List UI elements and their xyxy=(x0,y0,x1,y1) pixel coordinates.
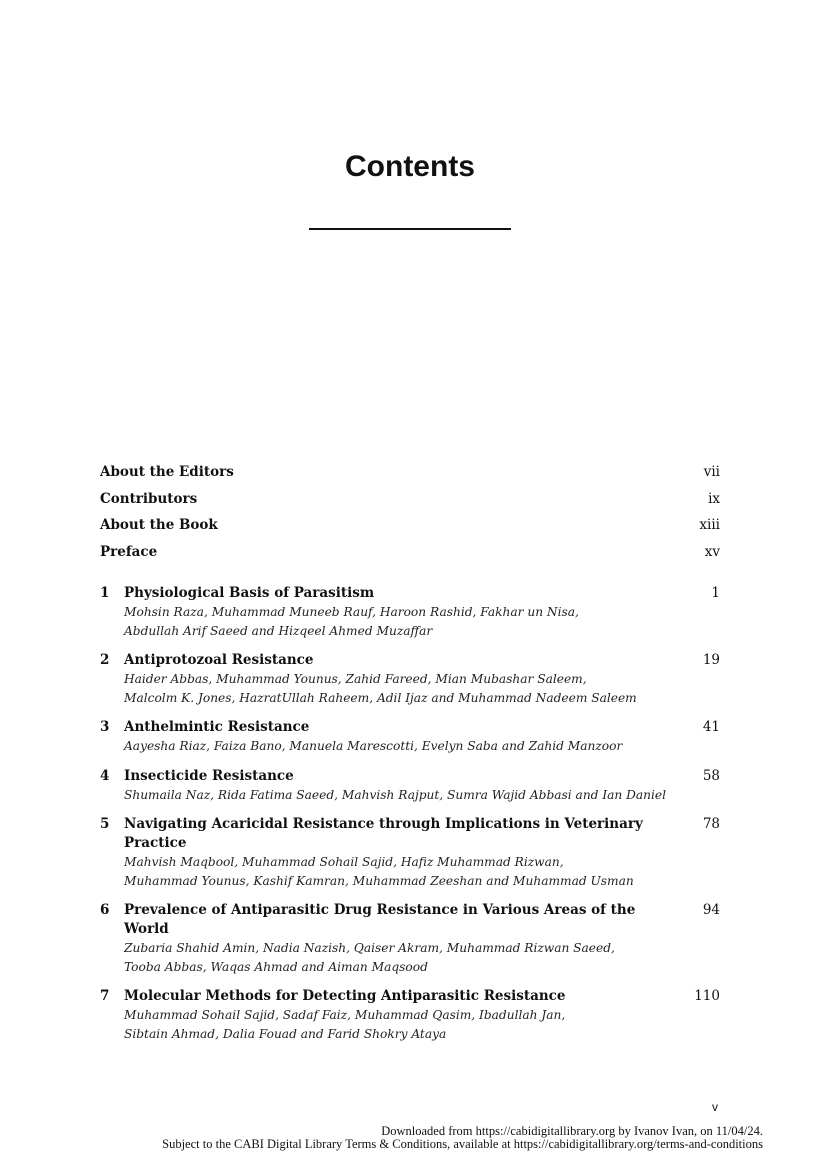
download-notice-line: Downloaded from https://cabidigitallibrary.org by Ivanov Ivan, on 11/04/24. xyxy=(381,1124,763,1138)
chapter-authors xyxy=(100,939,720,976)
chapter-entry[interactable] xyxy=(100,584,720,640)
download-notice xyxy=(162,1125,763,1151)
chapter-page: 110 xyxy=(694,988,720,1004)
author-line: Mahvish Maqbool, Muhammad Sohail Sajid, Hafiz Muhammad Rizwan, xyxy=(124,855,564,869)
chapter-number: 6 xyxy=(100,902,110,918)
toc-entry-page: xiii xyxy=(699,517,720,534)
chapter-entry[interactable] xyxy=(100,718,720,756)
chapter-entry[interactable] xyxy=(100,651,720,707)
author-line: Muhammad Sohail Sajid, Sadaf Faiz, Muhammad Qasim, Ibadullah Jan, xyxy=(124,1008,566,1022)
chapter-page: 41 xyxy=(702,719,720,735)
toc-entry-page: vii xyxy=(703,464,720,480)
page-title: Contents xyxy=(345,150,475,183)
chapter-authors xyxy=(100,737,720,756)
author-line: Shumaila Naz, Rida Fatima Saeed, Mahvish Rajput, Sumra Wajid Abbasi and Ian Daniel xyxy=(124,787,667,802)
toc-entry-label: Contributors xyxy=(100,490,198,507)
chapter-entry[interactable] xyxy=(100,901,720,976)
toc-entry-label: Preface xyxy=(100,543,158,560)
chapter-number: 4 xyxy=(100,767,110,784)
toc-entry-preface[interactable] xyxy=(100,544,720,571)
author-line: Haider Abbas, Muhammad Younus, Zahid Fareed, Mian Mubashar Saleem, xyxy=(124,672,587,686)
terms-notice-line: Subject to the CABI Digital Library Terms & Conditions, available at https://cabidigitallibrary.org/terms-and-conditions xyxy=(162,1137,763,1151)
chapter-title: Anthelmintic Resistance xyxy=(124,719,310,735)
chapter-number: 3 xyxy=(100,719,110,735)
toc-entry-about-book[interactable] xyxy=(100,517,720,544)
chapter-title: Antiprotozoal Resistance xyxy=(124,652,314,668)
author-line: Sibtain Ahmad, Dalia Fouad and Farid Shokry Ataya xyxy=(124,1026,447,1041)
chapter-number: 2 xyxy=(100,652,110,668)
toc-entry-label: About the Editors xyxy=(100,464,234,480)
chapter-number: 7 xyxy=(100,988,110,1004)
toc-entry-page: ix xyxy=(708,490,720,507)
chapter-authors xyxy=(100,853,720,890)
chapter-number: 5 xyxy=(100,816,110,832)
chapter-title: Molecular Methods for Detecting Antiparasitic Resistance xyxy=(124,988,566,1004)
chapter-page: 19 xyxy=(702,652,720,668)
chapter-title: Physiological Basis of Parasitism xyxy=(124,585,375,601)
author-line: Mohsin Raza, Muhammad Muneeb Rauf, Haroon Rashid, Fakhar un Nisa, xyxy=(124,605,579,619)
toc-entry-label: About the Book xyxy=(100,517,218,534)
chapter-entry[interactable] xyxy=(100,815,720,890)
toc-entry-about-editors[interactable] xyxy=(100,464,720,491)
chapter-authors xyxy=(100,603,720,640)
chapter-list xyxy=(100,584,720,1054)
toc-entry-contributors[interactable] xyxy=(100,491,720,518)
chapter-entry[interactable] xyxy=(100,767,720,805)
chapter-title: Prevalence of Antiparasitic Drug Resistance in Various Areas of the World xyxy=(124,902,636,937)
author-line: Zubaria Shahid Amin, Nadia Nazish, Qaiser Akram, Muhammad Rizwan Saeed, xyxy=(124,941,615,955)
chapter-number: 1 xyxy=(100,585,110,601)
chapter-page: 94 xyxy=(702,902,720,918)
chapter-authors xyxy=(100,1006,720,1043)
chapter-entry[interactable] xyxy=(100,987,720,1043)
front-matter-list xyxy=(100,464,720,570)
toc-entry-page: xv xyxy=(704,543,720,560)
chapter-page: 58 xyxy=(702,767,720,784)
author-line: Aayesha Riaz, Faiza Bano, Manuela Marescotti, Evelyn Saba and Zahid Manzoor xyxy=(124,739,623,753)
author-line: Abdullah Arif Saeed and Hizqeel Ahmed Muzaffar xyxy=(124,623,433,638)
author-line: Muhammad Younus, Kashif Kamran, Muhammad Zeeshan and Muhammad Usman xyxy=(124,873,634,888)
chapter-page: 78 xyxy=(702,816,720,832)
chapter-authors xyxy=(100,670,720,707)
title-rule xyxy=(309,228,511,230)
chapter-title: Navigating Acaricidal Resistance through Implications in Veterinary Practice xyxy=(124,816,643,851)
chapter-title: Insecticide Resistance xyxy=(124,767,294,784)
page-folio: v xyxy=(712,1100,718,1114)
chapter-authors xyxy=(100,786,720,805)
author-line: Tooba Abbas, Waqas Ahmad and Aiman Maqsood xyxy=(124,959,428,974)
author-line: Malcolm K. Jones, HazratUllah Raheem, Adil Ijaz and Muhammad Nadeem Saleem xyxy=(124,690,637,705)
chapter-page: 1 xyxy=(711,585,720,601)
